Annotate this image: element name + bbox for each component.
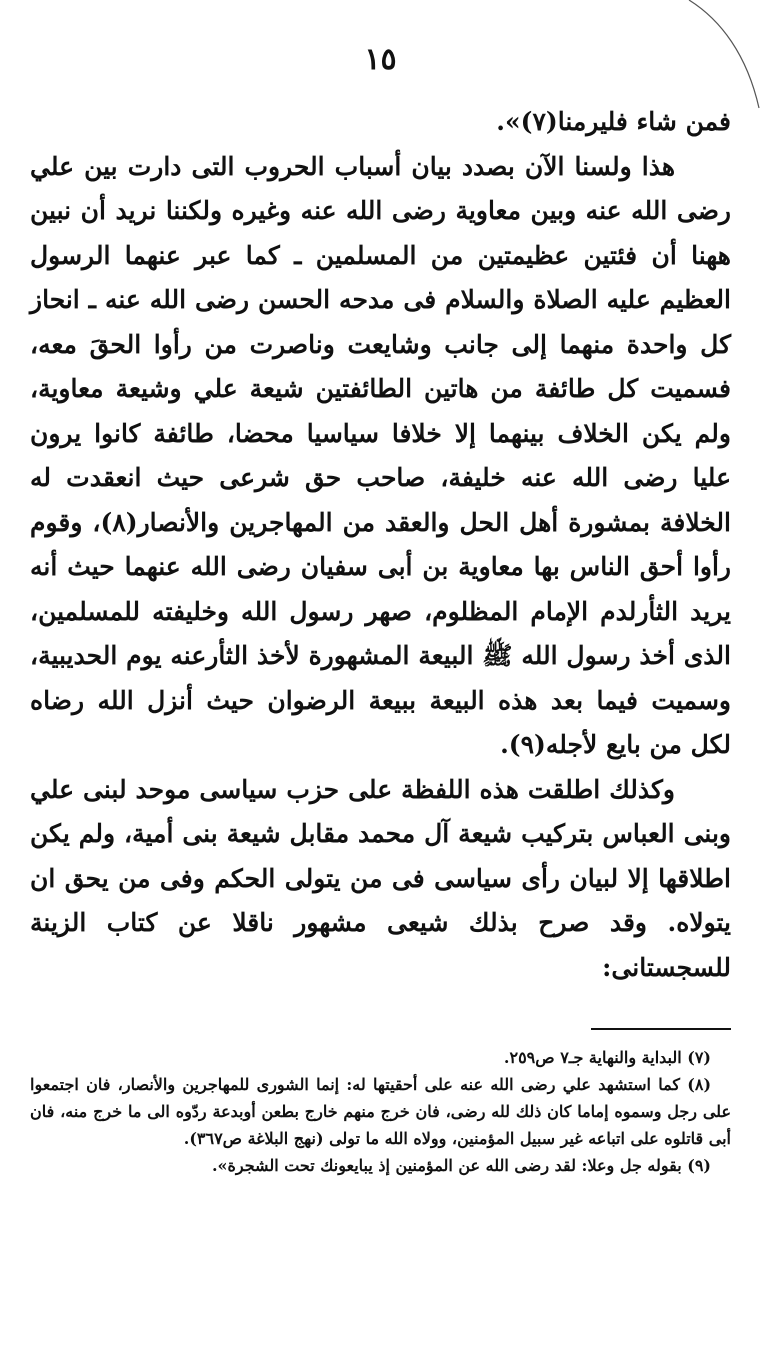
main-text: [30, 100, 731, 990]
paragraph-1: فمن شاء فليرمنا(٧)».: [496, 107, 731, 136]
footnote-9: (٩) بقوله جل وعلا: لقد رضى الله عن المؤمنين إذ يبايعونك تحت الشجرة».: [211, 1156, 711, 1175]
paragraph-2: هذا ولسنا الآن بصدد بيان أسباب الحروب التى دارت بين علي رضى الله عنه وبين معاوية رضى الله عنه وغيره ولكننا نريد أن نبين ههنا أن فئتين عظيمتين من المسلمين ـ كما عبر عنهما الرسول العظيم عليه الصلاة والسلام فى مدحه الحسن رضى الله عنه ـ انحاز كل واحدة منهما إلى جانب وشايعت وناصرت من رأوا الحقَ معه، فسميت كل طائفة من هاتين الطائفتين شيعة علي وشيعة معاوية، ولم يكن الخلاف بينهما إلا خلافا سياسيا محضا، طائفة كانوا يرون عليا رضى الله عنه خليفة، صاحب حق شرعى حيث انعقدت له الخلافة بمشورة أهل الحل والعقد من المهاجرين والأنصار(٨)، وقوم رأوا أحق الناس بها معاوية بن أبى سفيان رضى الله عنهما حيث أنه يريد الثأرلدم الإمام المظلوم، صهر رسول الله وخليفته للمسلمين، الذى أخذ رسول الله ﷺ البيعة المشهورة لأخذ الثأرعنه يوم الحديبية، وسميت فيما بعد هذه البيعة ببيعة الرضوان حيث أنزل الله رضاه لكل من بايع لأجله(٩).: [30, 151, 731, 759]
footnote-divider: [591, 1028, 731, 1030]
footnote-7: (٧) البداية والنهاية جـ٧ ص٢٥٩.: [503, 1048, 711, 1067]
footnote-8: (٨) كما استشهد علي رضى الله عنه على أحقيتها له: إنما الشورى للمهاجرين والأنصار، فان اجتمعوا على رجل وسموه إماما كان ذلك لله رضى، فان خرج منهم خارج بطعن أوبدعة ردّوه الى ما خرج منه، فان أبى قاتلوه على اتباعه غير سبيل المؤمنين، وولاه الله ما تولى (نهج البلاغة ص٣٦٧).: [30, 1075, 731, 1148]
footnotes: [30, 1044, 731, 1179]
page-number: ١٥: [364, 42, 397, 77]
paragraph-3: وكذلك اطلقت هذه اللفظة على حزب سياسى موحد لبنى علي وبنى العباس بتركيب شيعة آل محمد مقابل شيعة بنى أمية، ولم يكن اطلاقها إلا لبيان رأى سياسى فى من يتولى الحكم وفى من يحق ان يتولاه. وقد صرح بذلك شيعى مشهور ناقلا عن كتاب الزينة للسجستانى:: [30, 774, 731, 982]
